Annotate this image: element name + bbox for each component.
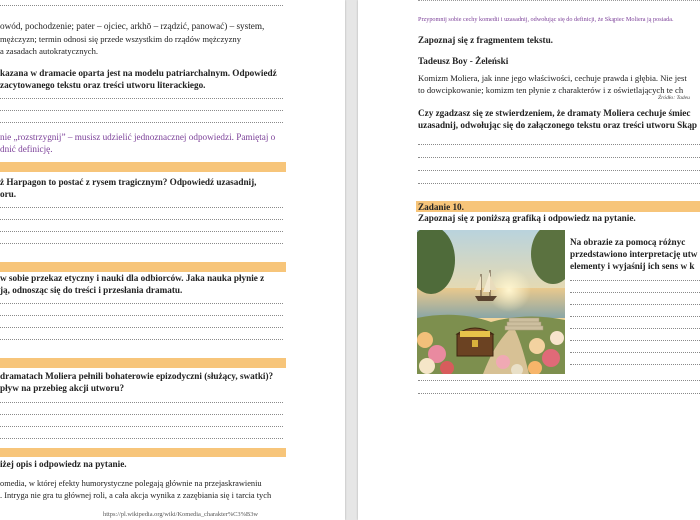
answer-line — [418, 157, 700, 158]
answer-line — [418, 0, 700, 1]
definition-text: owód, pochodzenie; pater – ojciec, arkhō – rządzić, panować) – system, — [0, 21, 265, 31]
instruction-text: Zapoznaj się z fragmentem tekstu. — [418, 35, 553, 45]
answer-line — [0, 98, 283, 99]
answer-line — [418, 183, 700, 184]
answer-line — [570, 280, 700, 281]
task-title: Zadanie 10. — [418, 202, 464, 212]
answer-line — [570, 352, 700, 353]
definition-text: mężczyzn; termin odnosi się przede wszystkim do rządów mężczyzny — [0, 34, 242, 44]
answer-line — [0, 402, 283, 403]
question-text: ż Harpagon to postać z rysem tragicznym? Odpowiedź uzasadnij, — [0, 177, 257, 187]
quote-text: to dowcipkowanie; komizm ten płynie z charakterów i z oświetlających te ch — [418, 85, 684, 95]
description-text: omedia, w której efekty humorystyczne polegają głównie na przejaskrawieniu — [0, 479, 262, 488]
question-text: kazana w dramacie oparta jest na modelu patriarchalnym. Odpowiedź — [0, 68, 277, 78]
question-text: oru. — [0, 189, 17, 199]
answer-line — [418, 380, 700, 381]
task-band — [0, 358, 286, 368]
task-text: elementy i wyjaśnij ich sens w k — [570, 261, 695, 271]
answer-line — [570, 316, 700, 317]
answer-line — [0, 327, 283, 328]
question-text: w sobie przekaz etyczny i nauki dla odbiorców. Jaka nauka płynie z — [0, 273, 265, 283]
question-text: Czy zgadzasz się ze stwierdzeniem, że dramaty Moliera cechuje śmiec — [418, 108, 691, 118]
task-band — [0, 448, 286, 457]
task-text: Na obrazie za pomocą różnyc — [570, 237, 686, 247]
document-page-right — [358, 0, 700, 520]
question-text: zacytowanego tekstu oraz treści utworu literackiego. — [0, 80, 206, 90]
answer-line — [0, 231, 283, 232]
question-text: dramatach Moliera pełnili bohaterowie epizodyczni (służący, swatki)? — [0, 371, 274, 381]
question-text: pływ na przebieg akcji utworu? — [0, 383, 125, 393]
question-text: ją, odnosząc się do treści i przesłania dramatu. — [0, 285, 183, 295]
question-text: uzasadnij, odwołując się do załączonego tekstu oraz treści utworu Skąp — [418, 120, 698, 130]
answer-line — [570, 340, 700, 341]
painting-svg — [417, 230, 565, 374]
source-link[interactable]: https://pl.wikipedia.org/wiki/Komedia_charakter%C3%B3w — [103, 511, 259, 518]
definition-text: a zasadach autokratycznych. — [0, 46, 99, 56]
answer-line — [0, 426, 283, 427]
answer-line — [418, 170, 700, 171]
quote-source: Źródło: Tadeu — [658, 95, 690, 101]
task-band — [0, 262, 286, 272]
painting-image — [417, 230, 565, 374]
task-instruction: Zapoznaj się z poniższą grafiką i odpowiedz na pytanie. — [418, 213, 636, 223]
answer-line — [0, 315, 283, 316]
answer-line — [0, 219, 283, 220]
answer-line — [0, 110, 283, 111]
answer-line — [570, 328, 700, 329]
answer-line — [0, 243, 283, 244]
answer-line — [0, 5, 283, 6]
task-text: przedstawiono interpretację utw — [570, 249, 698, 259]
quote-author: Tadeusz Boy - Żeleński — [418, 56, 509, 66]
document-page-left — [0, 0, 345, 520]
answer-line — [0, 122, 283, 123]
answer-line — [570, 304, 700, 305]
question-text: iżej opis i odpowiedz na pytanie. — [0, 459, 127, 469]
answer-line — [0, 414, 283, 415]
treasure-chest-icon — [457, 328, 493, 356]
answer-line — [418, 144, 700, 145]
stairs — [505, 318, 543, 330]
answer-line — [0, 207, 283, 208]
hint-text: nie „rozstrzygnij” – musisz udzielić jednoznacznej odpowiedzi. Pamiętaj o — [0, 132, 276, 142]
hint-text: Przypomnij sobie cechy komedii i uzasadnij, odwołując się do definicji, że Skąpiec Moliera ją posiada. — [418, 16, 674, 23]
answer-line — [570, 292, 700, 293]
answer-line — [0, 438, 283, 439]
answer-line — [418, 393, 700, 394]
quote-text: Komizm Moliera, jak inne jego właściwości, cechuje prawda i głębia. Nie jest — [418, 73, 687, 83]
description-text: . Intryga nie gra tu głównej roli, a cała akcja wynika z zazębiania się i tarcia tych — [0, 491, 272, 500]
answer-line — [0, 339, 283, 340]
answer-line — [570, 364, 700, 365]
answer-line — [0, 303, 283, 304]
hint-text: dnić definicję. — [0, 144, 53, 154]
task-band — [0, 162, 286, 172]
